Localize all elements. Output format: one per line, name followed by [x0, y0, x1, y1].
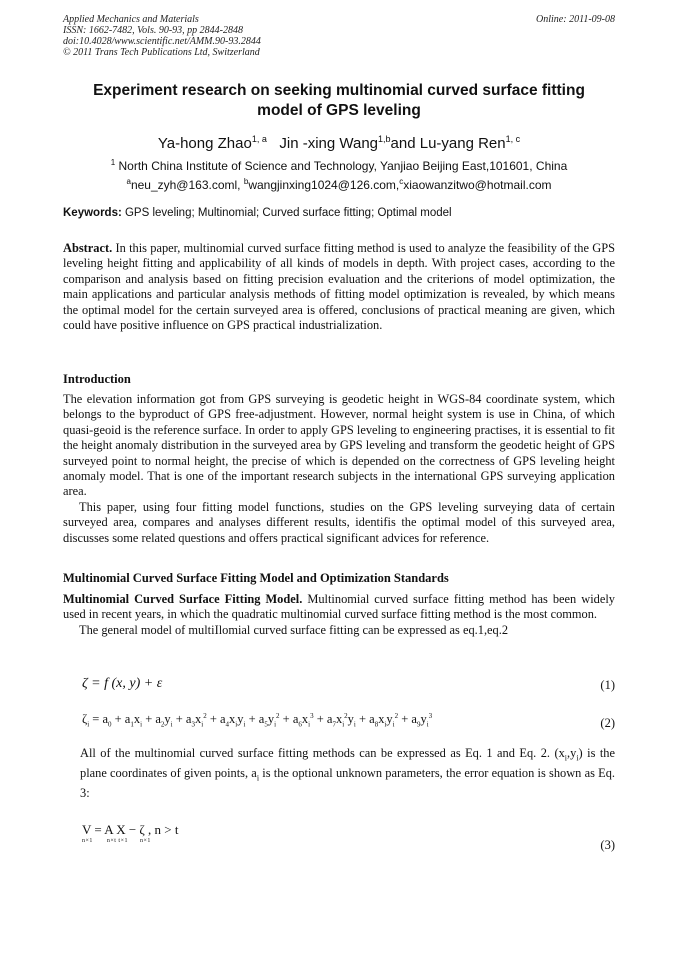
- model-paragraph: The general model of multiIlomial curved surface fitting can be expressed as eq.1,eq.2: [79, 622, 509, 637]
- keywords-text: GPS leveling; Multinomial; Curved surface fitting; Optimal model: [121, 207, 452, 219]
- title-line-2: model of GPS leveling: [257, 102, 421, 119]
- abstract-label: Abstract.: [63, 241, 113, 255]
- sub-i-2: i: [576, 753, 579, 763]
- journal-name: Applied Mechanics and Materials: [63, 14, 199, 25]
- paper-title: [60, 81, 618, 121]
- equation-2-number: (2): [600, 716, 615, 730]
- equation-1-number: (1): [600, 678, 615, 692]
- author-3: and Lu-yang Ren: [390, 135, 506, 152]
- author-3-sup: 1, c: [505, 134, 521, 144]
- affiliation: [60, 155, 618, 193]
- sub-i-1: i: [564, 753, 568, 763]
- abstract-text: In this paper, multinomial curved surface fitting method is used to analyze the feasibility of the GPS leveling height fitting and applicability of all kinds of models in depth. With project cases, according to the comparison and analysis based on fitting precision evaluation and the criterions of model optimization, the main applications and particular analysis methods of fitting model optimization is revealed, by which means the optimal model for the certain surveyed area is offered, conclusions of practical meaning are given, which could have positive influence on GPS practical industrialization.: [63, 241, 615, 333]
- keywords-label: Keywords:: [63, 207, 122, 219]
- subsection-label: Multinomial Curved Surface Fitting Model.: [63, 592, 303, 606]
- issn-line: ISSN: 1662-7482, Vols. 90-93, pp 2844-2848: [63, 25, 243, 36]
- email-b-sup: b: [243, 177, 249, 186]
- para-text-d: is the optional unknown parameters, the error equation is shown as Eq. 3:: [80, 765, 615, 800]
- equation-2: $\zeta_i = a_0 + a_1x_i + a_2y_i + a_3x_i^2 + a_4x_iy_i + a_5y_i^2 + a_6x_i^3 + a_7x_i^2y_i + a_8x_iy_i^2 + a_9y_i^3$: [82, 712, 433, 729]
- online-date: Online: 2011-09-08: [536, 14, 615, 25]
- equation-3: V = A X − ζ , n > t: [82, 822, 179, 837]
- author-2: Jin -xing Wang: [279, 135, 379, 152]
- para-text-a: All of the multinomial curved surface fitting methods can be expressed as Eq. 1 and Eq. 2. (x: [80, 746, 565, 760]
- author-1-sup: 1, a: [251, 134, 267, 144]
- email-c: xiaowanzitwo@hotmail.com: [403, 178, 552, 192]
- copyright-line: © 2011 Trans Tech Publications Ltd, Switzerland: [63, 47, 260, 58]
- intro-paragraph-1: The elevation information got from GPS surveying is geodetic height in WGS-84 coordinate system, which belongs to the byproduct of GPS free-adjustment. However, normal height system is use in China, of which quasi-geoid is the reference surface. In order to apply GPS leveling to engineering practises, it is essential to fit the height anomaly distribution in the surveyed area by GPS leveling and transform the geodetic height of GPS surveyed point to normal height, the precise of which is depended on the correctness of GPS leveling height anomaly model. That is one of the important research subjects in the international GPS surveying application area.: [63, 392, 615, 499]
- intro-paragraph-2: This paper, using four fitting model functions, studies on the GPS leveling surveying data of certain surveyed area, compares and analyses different results, identifis the optimal model of this surveyed area, discusses some related questions and offers practical significant advices for reference.: [63, 499, 615, 545]
- section-body: [63, 592, 615, 638]
- error-equation-paragraph: [80, 746, 615, 801]
- affil-line: North China Institute of Science and Technology, Yanjiao Beijing East,101601, China: [118, 159, 568, 173]
- equation-3-dims: n×1 n×t t×1 n×1: [82, 838, 151, 844]
- affil-sup: 1: [110, 158, 116, 167]
- author-2-sup: 1,b: [378, 134, 391, 144]
- email-a-sup: a: [126, 177, 131, 186]
- author-list: [60, 130, 618, 153]
- email-a: neu_zyh@163.coml,: [130, 178, 244, 192]
- introduction-heading: Introduction: [63, 372, 131, 386]
- para-text-c: ) is the plane coordinates of given points, a: [80, 746, 615, 780]
- author-1: Ya-hong Zhao: [157, 135, 252, 152]
- introduction-body: [63, 392, 615, 546]
- equation-3-number: (3): [600, 838, 615, 852]
- email-b: wangjinxing1024@126.com,: [248, 178, 400, 192]
- journal-header: [63, 14, 615, 58]
- abstract: [63, 241, 615, 333]
- title-line-1: Experiment research on seeking multinomial curved surface fitting: [93, 82, 585, 99]
- subsection-text: Multinomial curved surface fitting method has been widely used in recent years, in which the quadratic multinomial curved surface fitting method is the most common.: [63, 592, 615, 622]
- equation-1: ζ = f (x, y) + ε: [82, 676, 163, 691]
- keywords: [63, 206, 615, 220]
- doi-line: doi:10.4028/www.scientific.net/AMM.90-93.2844: [63, 36, 261, 47]
- para-text-b: ,y: [567, 746, 577, 760]
- section-heading: Multinomial Curved Surface Fitting Model and Optimization Standards: [63, 571, 449, 585]
- sub-i-3: i: [256, 773, 260, 783]
- email-c-sup: c: [399, 177, 404, 186]
